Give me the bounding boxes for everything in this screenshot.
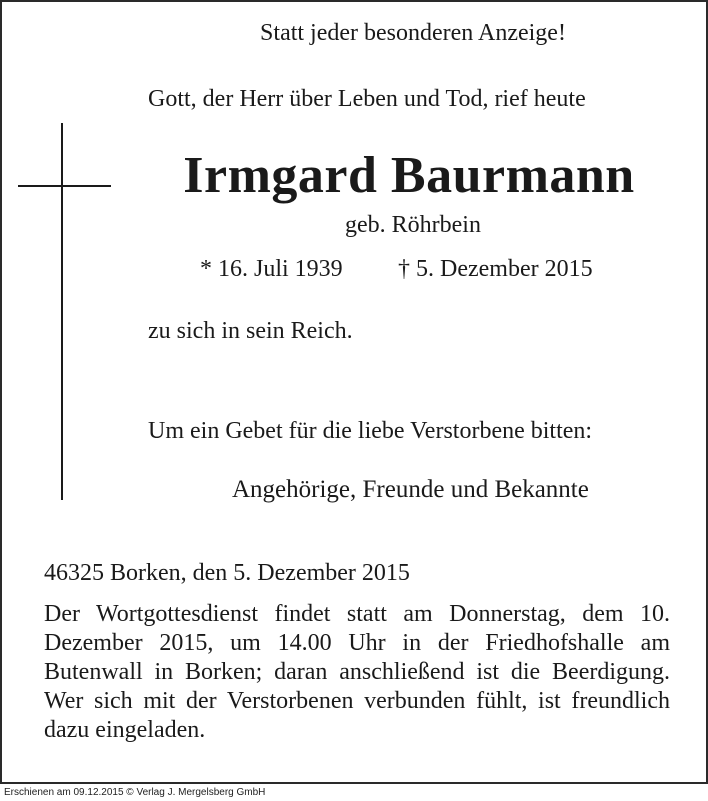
notice-header: Statt jeder besonderen Anzeige! — [260, 20, 566, 46]
closing-text: zu sich in sein Reich. — [148, 318, 353, 344]
service-details: Der Wortgottesdienst findet statt am Donnerstag, dem 10. Dezember 2015, um 14.00 Uhr in der Friedhofshalle am Butenwall in Borken; daran anschließend ist die Beerdigung. Wer sich mit der Verstorbenen verbunden fühlt, ist freundlich dazu eingeladen. — [44, 601, 670, 743]
intro-text: Gott, der Herr über Leben und Tod, rief heute — [148, 86, 586, 112]
birth-name: geb. Röhrbein — [345, 212, 481, 238]
place-date: 46325 Borken, den 5. Dezember 2015 — [44, 560, 410, 586]
publication-footer: Erschienen am 09.12.2015 © Verlag J. Mergelsberg GmbH — [0, 784, 708, 801]
deceased-name: Irmgard Baurmann — [183, 147, 635, 204]
death-date: † 5. Dezember 2015 — [398, 256, 593, 282]
birth-date: * 16. Juli 1939 — [200, 256, 343, 282]
prayer-request: Um ein Gebet für die liebe Verstorbene bitten: — [148, 418, 593, 444]
mourners-signature: Angehörige, Freunde und Bekannte — [232, 476, 589, 503]
